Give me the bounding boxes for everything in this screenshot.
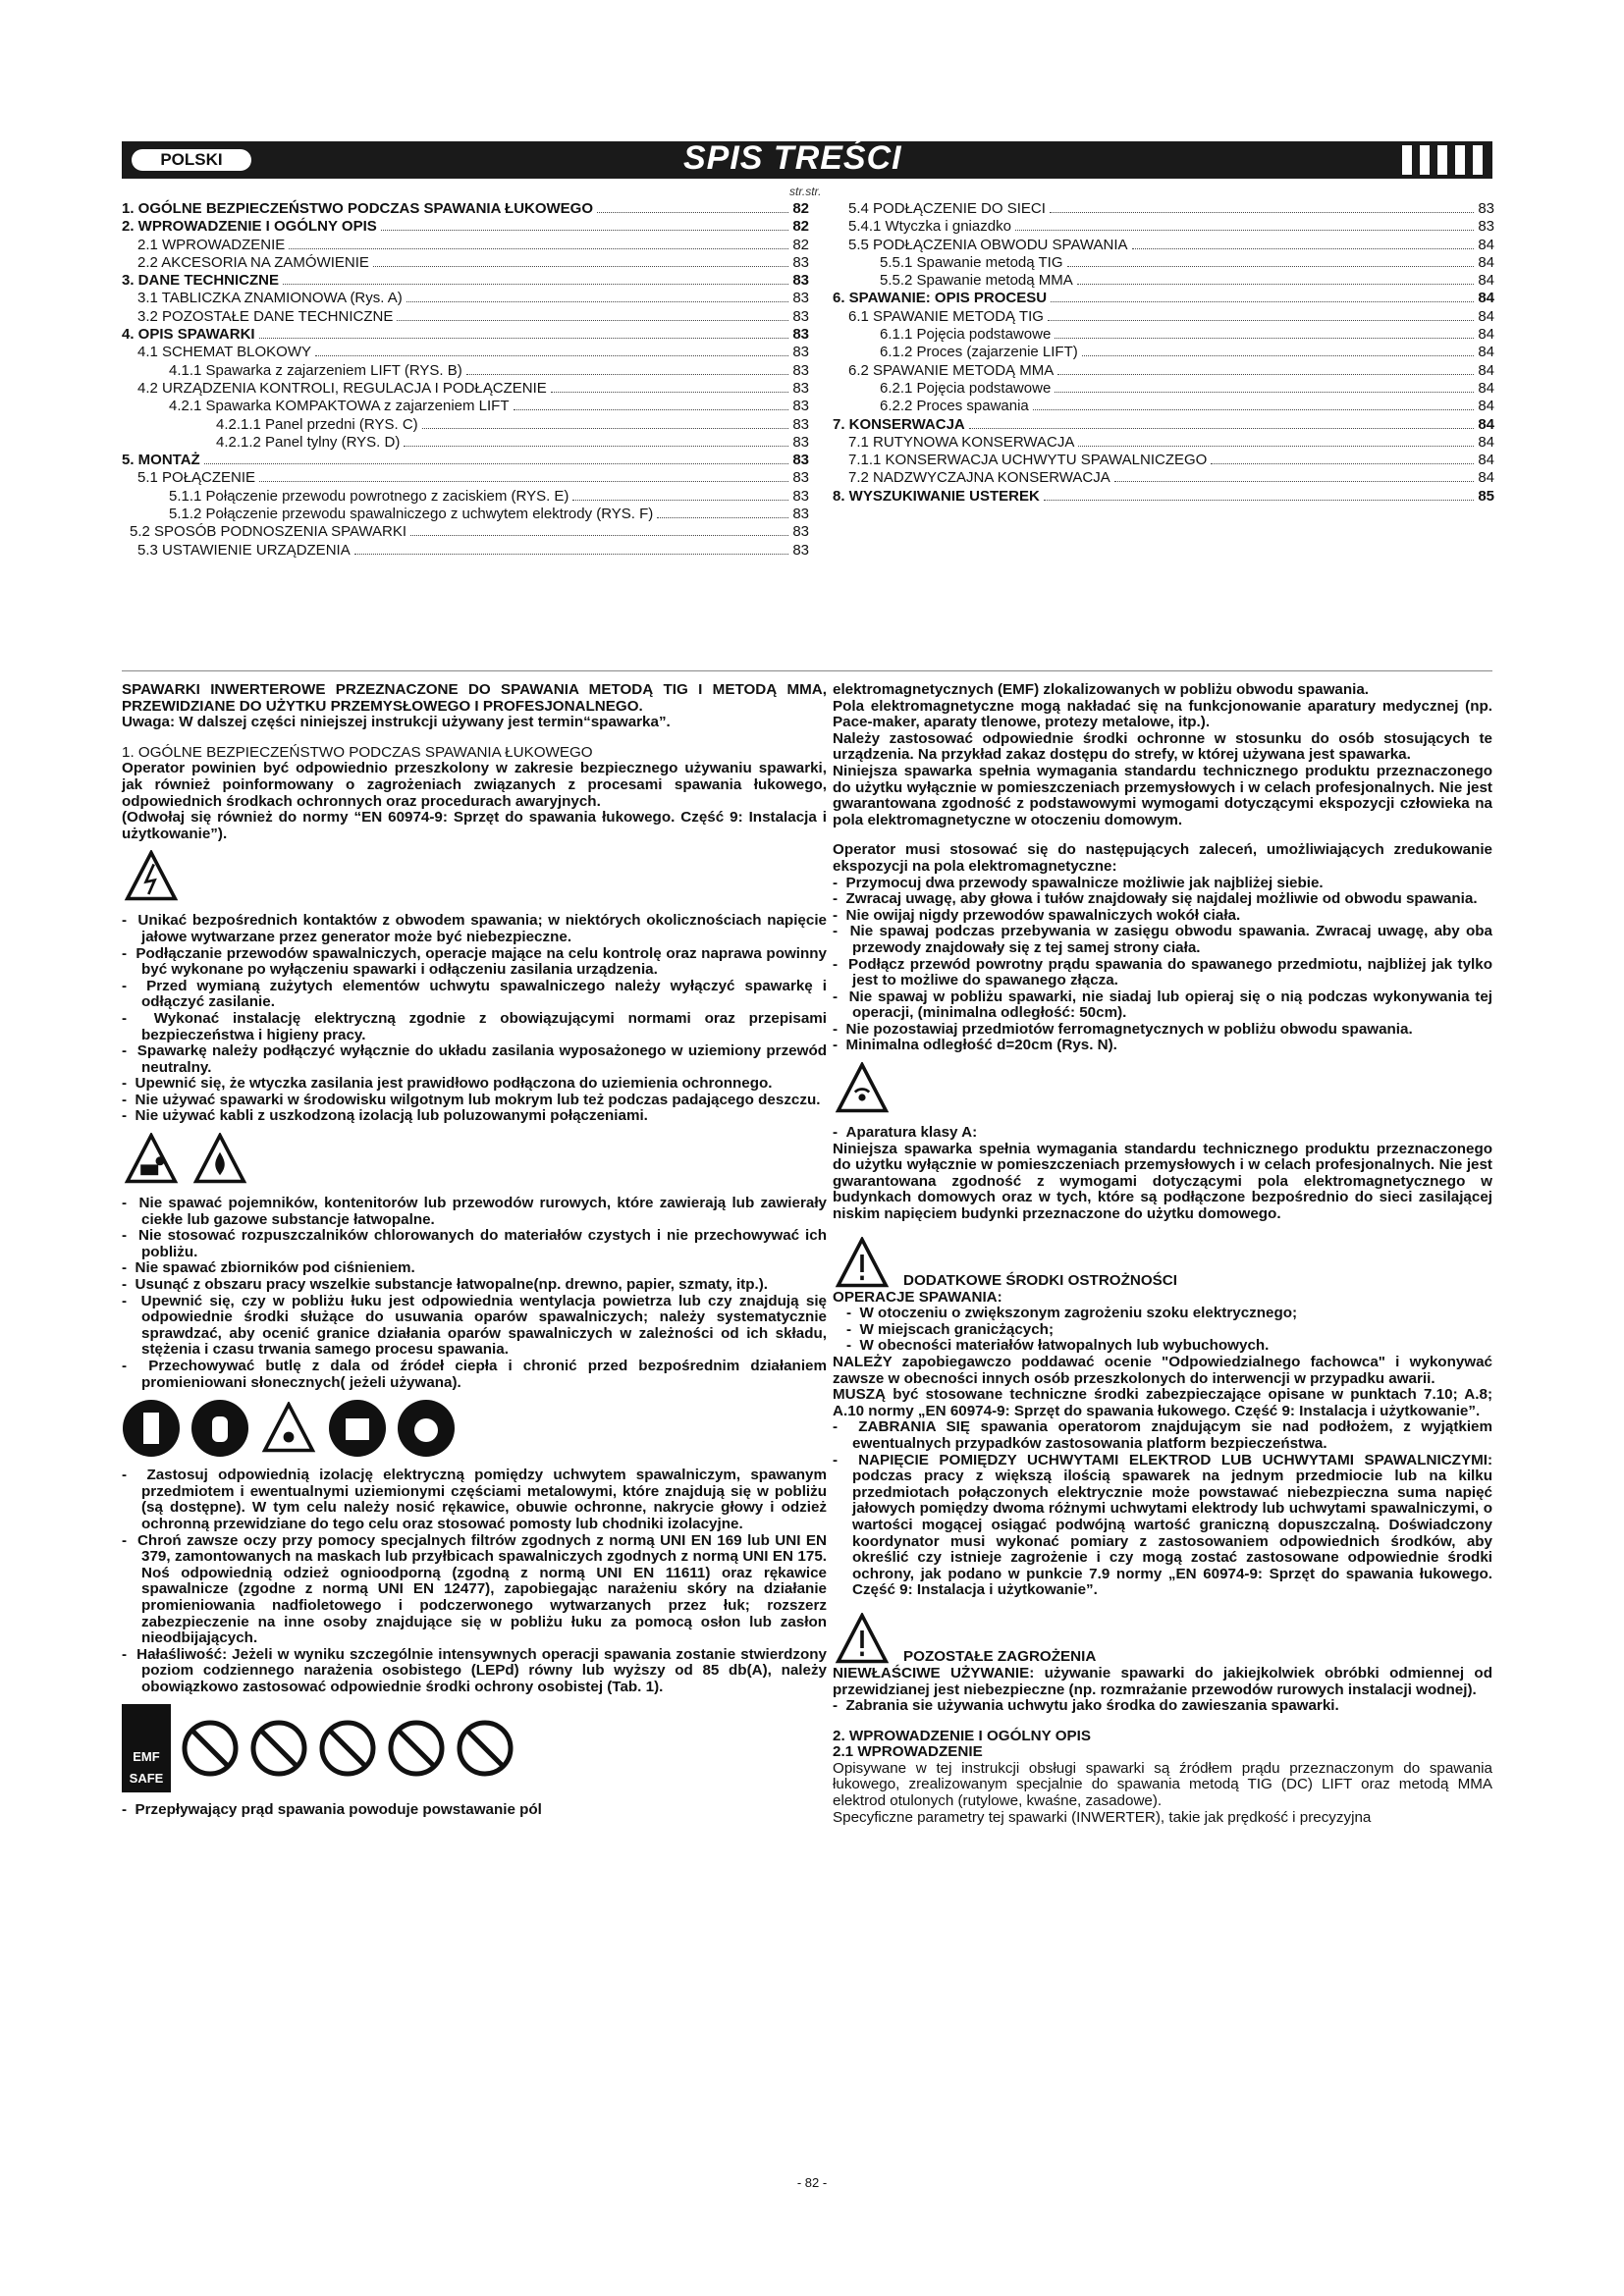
no-implant-icon <box>249 1719 308 1778</box>
toc-entry-title: 4.2 URZĄDZENIA KONTROLI, REGULACJA I PODŁĄCZENIE <box>137 379 547 397</box>
toc-leader <box>1051 301 1474 302</box>
list-item: - Nie spawaj podczas przebywania w zasięgu obwodu spawania. Zwracaj uwagę, aby oba przewody znajdowały się z tej samej strony ciała. <box>833 923 1492 956</box>
toc-page-number: 83 <box>792 487 809 505</box>
toc-entry[interactable] <box>122 326 809 344</box>
toc-entry-title: 6. SPAWANIE: OPIS PROCESU <box>833 290 1048 307</box>
explosion-warning-icon <box>122 1133 181 1186</box>
toc-page-number: 84 <box>1478 344 1494 361</box>
toc-page-number: 84 <box>1478 452 1494 469</box>
no-pacemaker-icon <box>181 1719 240 1778</box>
toc-entry[interactable] <box>833 254 1494 272</box>
list-item: - Upewnić się, że wtyczka zasilania jest prawidłowo podłączona do uziemienia ochronnego. <box>122 1075 773 1093</box>
decorative-bars <box>1402 145 1483 175</box>
toc-entry-title: 4.1.1 Spawarka z zajarzeniem LIFT (RYS. B) <box>169 361 462 379</box>
toc-entry[interactable] <box>122 290 809 307</box>
emf-safe-icon <box>122 1704 171 1792</box>
toc-leader <box>1211 463 1474 464</box>
toc-entry-title: 7. KONSERWACJA <box>833 415 965 433</box>
list-item: - Spawarkę należy podłączyć wyłącznie do układu zasilania wyposażonego w uziemiony przewód neutralny. <box>122 1042 827 1076</box>
intro-heading: SPAWARKI INWERTEROWE PRZEZNACZONE DO SPAWANIA METODĄ TIG I METODĄ MMA, PRZEWIDZIANE DO UŻYTKU PRZEMYSŁOWEGO I PROFESJONALNEGO. <box>122 681 827 715</box>
fire-warning-icon <box>190 1133 249 1186</box>
list-item: - Nie stosować rozpuszczalników chlorowanych do materiałów czystych i nie przechowywać ich pobliżu. <box>122 1227 827 1260</box>
page-column-label: str.str. <box>789 185 822 198</box>
toc-page-number: 82 <box>792 200 809 217</box>
toc-leader <box>1082 355 1475 356</box>
toc-page-number: 83 <box>792 379 809 397</box>
gloves-icon <box>190 1399 249 1458</box>
toc-entry[interactable] <box>122 380 809 398</box>
toc-entry[interactable] <box>833 488 1494 506</box>
paragraph: Opisywane w tej instrukcji obsługi spawarki są źródłem prądu przeznaczonym do spawania łukowego, zrealizowanym specjalnie do spawania metodą TIG (DC) LIFT oraz metodą MMA elektrod otulonych (rutylowe, kwaśne, zasadowe). <box>833 1759 1492 1810</box>
right-column <box>833 682 1492 1826</box>
no-electronics-icon <box>387 1719 446 1778</box>
toc-leader <box>259 481 788 482</box>
toc-entry-title: 7.1 RUTYNOWA KONSERWACJA <box>848 433 1075 451</box>
paragraph: elektromagnetycznych (EMF) zlokalizowanych w pobliżu obwodu spawania. <box>833 681 1369 698</box>
list-item: - W otoczeniu o zwiększonym zagrożeniu szoku elektrycznego; <box>846 1305 1298 1322</box>
toc-entry[interactable] <box>833 218 1494 236</box>
toc-entry-title: 5.5.1 Spawanie metodą TIG <box>880 253 1063 271</box>
toc-right <box>833 200 1494 506</box>
toc-leader <box>1132 248 1475 249</box>
toc-entry[interactable] <box>833 290 1494 307</box>
toc-entry[interactable] <box>122 218 809 236</box>
toc-leader <box>1055 338 1474 339</box>
list-item: - NAPIĘCIE POMIĘDZY UCHWYTAMI ELEKTROD LUB UCHWYTAMI SPAWALNICZYMI: podczas pracy z większą ilością spawarek na jednym przedmiocie lub na kilku przedmiotach połączonych elektrycznie może powstawać niebezpieczna suma napięć jałowych pomiędzy dwoma różnymi uchwytami elektrody lub uchwytami spawalniczymi, o wartości mogącej osiągać podwójną wartość graniczną dopuszczalną. Doświadczony koordynator musi wykonać pomiary z zastosowaniem odpowiednich środków, aby określić czy istnieje zagrożenie i czy mogą zostać zastosowane odpowiednie środki ochrony, jak podano w punkcie 7.9 normy „EN 60974-9: Sprzęt do spawania łukowego. Część 9: Instalacja i użytkowanie”. <box>833 1451 1493 1599</box>
toc-leader <box>1055 392 1474 393</box>
toc-entry-title: 5.1.1 Połączenie przewodu powrotnego z zaciskiem (RYS. E) <box>169 487 569 505</box>
toc-leader <box>1078 446 1474 447</box>
section-heading: DODATKOWE ŚRODKI OSTROŻNOŚCI <box>903 1272 1177 1290</box>
toc-entry[interactable] <box>122 362 809 380</box>
toc-entry-title: 2. WPROWADZENIE I OGÓLNY OPIS <box>122 218 377 236</box>
toc-leader <box>969 428 1475 429</box>
toc-entry[interactable] <box>833 344 1494 361</box>
warning-list <box>122 1468 827 1695</box>
list-item: - Przed wymianą zużytych elementów uchwytu spawalniczego należy wyłączyć spawarkę i odłączyć zasilanie. <box>122 977 827 1011</box>
toc-leader <box>289 248 788 249</box>
toc-page-number: 84 <box>1478 433 1494 451</box>
toc-page-number: 83 <box>1478 218 1494 236</box>
prohibition-list <box>833 1419 1492 1599</box>
toc-page-number: 84 <box>1478 236 1494 253</box>
paragraph: Niniejsza spawarka spełnia wymagania standardu technicznego produktu przeznaczonego do użytku wyłącznie w pomieszczeniach przemysłowych i w celach profesjonalnych. Nie jest gwarantowana zgodność z podstawowymi wymogami dotyczącymi ekspozycji człowieka na pola elektromagnetyczne w otoczeniu domowym. <box>833 762 1492 828</box>
toc-page-number: 83 <box>792 398 809 415</box>
toc-page-number: 84 <box>1478 326 1494 344</box>
toc-entry[interactable] <box>833 469 1494 487</box>
no-metal-objects-icon <box>318 1719 377 1778</box>
toc-page-number: 83 <box>792 290 809 307</box>
emf-label: EMF <box>133 1748 160 1764</box>
divider <box>122 670 1492 671</box>
toc-page-number: 82 <box>792 218 809 236</box>
paragraph: Należy zastosować odpowiednie środki ochronne w stosunku do osób stosujących te urządzenia. Na przykład zakaz dostępu do strefy, w której używana jest spawarka. <box>833 729 1492 764</box>
subsection-heading: 2.1 WPROWADZENIE <box>833 1743 983 1761</box>
page-title: SPIS TREŚCI <box>683 139 902 177</box>
toc-entry[interactable] <box>833 308 1494 326</box>
left-column <box>122 682 827 1818</box>
toc-page-number: 84 <box>1478 307 1494 325</box>
list-item: - Nie owijaj nigdy przewodów spawalniczych wokół ciała. <box>833 906 1241 924</box>
toc-leader <box>354 554 789 555</box>
toc-leader <box>381 230 789 231</box>
toc-page-number: 83 <box>792 541 809 559</box>
list-item: - Podłączanie przewodów spawalniczych, operacje mające na celu kontrolę oraz naprawa powinny być wykonane po wyłączeniu spawarki i odłączeniu zasilania urządzenia. <box>122 944 828 979</box>
toc-entry-title: 2.1 WPROWADZENIE <box>137 236 286 253</box>
toc-entry-title: 1. OGÓLNE BEZPIECZEŃSTWO PODCZAS SPAWANIA ŁUKOWEGO <box>122 200 594 217</box>
toc-page-number: 83 <box>792 433 809 451</box>
toc-entry-title: 6.2.1 Pojęcia podstawowe <box>880 379 1052 397</box>
toc-leader <box>283 284 788 285</box>
section-heading: 1. OGÓLNE BEZPIECZEŃSTWO PODCZAS SPAWANIA ŁUKOWEGO <box>122 743 593 761</box>
toc-entry-title: 5.1 POŁĄCZENIE <box>137 469 256 487</box>
toc-page-number: 84 <box>1478 272 1494 290</box>
caution-icon <box>833 1613 892 1666</box>
corrosive-warning-icon <box>259 1402 318 1455</box>
toc-entry[interactable] <box>833 200 1494 218</box>
list-item: - Upewnić się, czy w pobliżu łuku jest odpowiednia wentylacja powietrza lub czy znajdują się odpowiednie środki służące do usuwania oparów spawalniczych; należy systematycznie sprawdzać, aby ocenić granice działania oparów spawalniczych w zależności od ich składu, stężenia i czasu trwania samego procesu spawania. <box>122 1292 827 1359</box>
operations-list <box>833 1306 1492 1355</box>
toc-entry-title: 6.2 SPAWANIE METODĄ MMA <box>848 361 1055 379</box>
toc-page-number: 83 <box>792 253 809 271</box>
toc-leader <box>422 428 789 429</box>
toc-entry[interactable] <box>122 523 809 541</box>
toc-leader <box>1048 320 1474 321</box>
toc-page-number: 83 <box>792 361 809 379</box>
toc-page-number: 84 <box>1478 469 1494 487</box>
toc-entry-title: 3.2 POZOSTAŁE DANE TECHNICZNE <box>137 307 394 325</box>
toc-entry-title: 6.2.2 Proces spawania <box>880 398 1029 415</box>
list-item: - Usunąć z obszaru pracy wszelkie substancje łatwopalne(np. drewno, papier, szmaty, itp.). <box>122 1276 769 1294</box>
toc-entry[interactable] <box>833 272 1494 290</box>
toc-page-number: 83 <box>792 307 809 325</box>
paragraph: MUSZĄ być stosowane techniczne środki zabezpieczające opisane w punktach 7.10; A.8; A.10 normy „EN 60974-9: Sprzęt do spawania łukowego. Część 9: Instalacja i użytkowanie”. <box>833 1386 1492 1419</box>
list-item: - Chroń zawsze oczy przy pomocy specjalnych filtrów zgodnych z normą UNI EN 169 lub UNI EN 379, zamontowanych na maskach lub przyłbicach spawalniczych zgodnych z normą UNI EN 175. Noś odpowiednią odzież ognioodporną (zgodną z normą UNI EN 11611) oraz rękawice spawalnicze (zgodne z normą UNI EN 12477), zapobiegając narażeniu skóry na działanie promieniowania nadfioletowego i podczerwonego wytwarzanych przez łuk; rozszerz zabezpieczenie na inne osoby znajdujące się w pobliżu łuku za pomocą osłon lub zasłon nieodbijających. <box>122 1531 828 1647</box>
toc-entry-title: 5.2 SPOSÓB PODNOSZENIA SPAWARKI <box>130 523 407 541</box>
toc-page-number: 85 <box>1478 487 1494 505</box>
list-item: - Przepływający prąd spawania powoduje powstawanie pól <box>122 1800 542 1818</box>
toc-entry-title: 5. MONTAŻ <box>122 452 200 469</box>
toc-entry-title: 3.1 TABLICZKA ZNAMIONOWA (Rys. A) <box>137 290 403 307</box>
caution-icon <box>833 1237 892 1290</box>
toc-leader <box>1033 409 1475 410</box>
toc-entry[interactable] <box>833 237 1494 254</box>
toc-entry[interactable] <box>122 254 809 272</box>
toc-left <box>122 200 809 560</box>
toc-entry-title: 8. WYSZUKIWANIE USTEREK <box>833 487 1040 505</box>
warning-list <box>122 913 827 1125</box>
toc-page-number: 82 <box>792 236 809 253</box>
toc-entry[interactable] <box>122 200 809 218</box>
toc-entry-title: 6.1 SPAWANIE METODĄ TIG <box>848 307 1044 325</box>
list-item: - Nie używać spawarki w środowisku wilgotnym lub mokrym lub też podczas padającego deszczu. <box>122 1091 821 1108</box>
toc-entry[interactable] <box>122 398 809 415</box>
toc-entry-title: 6.1.1 Pojęcia podstawowe <box>880 326 1052 344</box>
list-item: - Zastosuj odpowiednią izolację elektryczną pomiędzy uchwytem spawalniczym, spawanym przedmiotem i ewentualnymi uziemionymi częściami metalowymi, które znajdują się w pobliżu (są dostępne). W tym celu należy nosić rękawice, obuwie ochronne, nakrycie głowy i odzież ochronną przewidziane do tego celu oraz stosować pomosty lub chodniki izolacyjne. <box>122 1467 827 1532</box>
toc-entry-title: 5.1.2 Połączenie przewodu spawalniczego z uchwytem elektrody (RYS. F) <box>169 506 654 523</box>
toc-leader <box>1057 374 1474 375</box>
toc-entry-title: 5.4 PODŁĄCZENIE DO SIECI <box>848 200 1046 217</box>
toc-leader <box>259 338 789 339</box>
toc-entry[interactable] <box>833 434 1494 452</box>
toc-entry[interactable] <box>833 326 1494 344</box>
list-item: - Nie pozostawiaj przedmiotów ferromagnetycznych w pobliżu obwodu spawania. <box>833 1020 1413 1038</box>
toc-leader <box>1067 266 1475 267</box>
no-watch-icon <box>456 1719 514 1778</box>
paragraph: (Odwołaj się również do normy “EN 60974-9: Sprzęt do spawania łukowego. Część 9: Instalacja i użytkowanie”). <box>122 809 827 842</box>
toc-entry[interactable] <box>833 362 1494 380</box>
protective-suit-icon <box>122 1399 181 1458</box>
paragraph: Operator powinien być odpowiednio przeszkolony w zakresie bezpiecznego używaniu spawarki, jak również poinformowany o zagrożeniach związanych z procesami spawania łukowego, odpowiednich środkach ochronnych oraz procedurach awaryjnych. <box>122 760 827 810</box>
toc-entry-title: 4.1 SCHEMAT BLOKOWY <box>137 344 311 361</box>
toc-page-number: 83 <box>792 523 809 541</box>
list-item: - Nie spawać pojemników, kontenitorów lub przewodów rurowych, które zawierają lub zawierały ciekłe lub gazowe substancje łatwopalne. <box>122 1195 827 1228</box>
toc-entry-title: 4.2.1.2 Panel tylny (RYS. D) <box>216 433 401 451</box>
warning-list <box>122 1196 827 1391</box>
toc-leader <box>551 392 789 393</box>
list-item: - Wykonać instalację elektryczną zgodnie z obowiązującymi normami oraz przepisami bezpieczeństwa i higieny pracy. <box>122 1009 827 1043</box>
toc-page-number: 84 <box>1478 415 1494 433</box>
toc-leader <box>373 266 788 267</box>
paragraph: Niniejsza spawarka spełnia wymagania standardu technicznego produktu przeznaczonego do użytku wyłącznie w pomieszczeniach przemysłowych i w celach profesjonalnych. Nie jest gwarantowana zgodność z wymogami dotyczącymi pola elektromagnetycznego w budynkach domowych oraz w tych, które są podłączone bezpośrednio do sieci zasilającej niskim napięciem budynki przeznaczone do użytku domowego. <box>833 1140 1492 1223</box>
toc-entry-title: 5.5.2 Spawanie metodą MMA <box>880 272 1073 290</box>
list-item: - Zwracaj uwagę, aby głowa i tułów znajdowały się najdalej możliwie od obwodu spawania. <box>833 890 1478 908</box>
toc-page-number: 83 <box>792 506 809 523</box>
toc-entry[interactable] <box>833 452 1494 469</box>
toc-entry[interactable] <box>833 416 1494 434</box>
toc-entry-title: 2.2 AKCESORIA NA ZAMÓWIENIE <box>137 253 369 271</box>
toc-entry-title: 5.5 PODŁĄCZENIA OBWODU SPAWANIA <box>848 236 1128 253</box>
intro-note: Uwaga: W dalszej części niniejszej instrukcji używany jest termin“spawarka”. <box>122 714 671 731</box>
toc-entry-title: 5.4.1 Wtyczka i gniazdko <box>848 218 1011 236</box>
toc-entry[interactable] <box>122 434 809 452</box>
list-item: - W miejscach granicżących; <box>846 1320 1055 1338</box>
toc-leader <box>1050 212 1474 213</box>
list-item: - Nie spawaj w pobliżu spawarki, nie siadaj lub opieraj się o nią podczas wykonywania tej operacji, (minimalna odległość: 50cm). <box>833 988 1493 1022</box>
toc-entry-title: 5.3 USTAWIENIE URZĄDZENIA <box>137 541 351 559</box>
list-item: - W obecności materiałów łatwopalnych lub wybuchowych. <box>846 1337 1270 1355</box>
toc-entry[interactable] <box>122 488 809 506</box>
toc-entry-title: 7.1.1 KONSERWACJA UCHWYTU SPAWALNICZEGO <box>848 452 1208 469</box>
toc-page-number: 83 <box>792 272 809 290</box>
paragraph: Pola elektromagnetyczne mogą nakładać się na funkcjonowanie aparatury medycznej (np. Pace-maker, aparaty tlenowe, protezy metalowe, itp.). <box>833 697 1492 731</box>
toc-entry-title: 4. OPIS SPAWARKI <box>122 326 255 344</box>
safe-label: SAFE <box>129 1770 164 1786</box>
toc-leader <box>597 212 788 213</box>
toc-leader <box>397 320 788 321</box>
class-a-heading: - Aparatura klasy A: <box>833 1124 978 1142</box>
face-shield-icon <box>328 1399 387 1458</box>
toc-leader <box>572 500 788 501</box>
toc-entry[interactable] <box>122 542 809 560</box>
toc-leader <box>514 409 789 410</box>
toc-page-number: 84 <box>1478 361 1494 379</box>
toc-page-number: 83 <box>1478 200 1494 217</box>
toc-leader <box>1077 284 1475 285</box>
toc-entry[interactable] <box>122 272 809 290</box>
list-item: - ZABRANIA SIĘ spawania operatorom znajdującym sie nad podłożem, z wyjątkiem ewentualnych przypadków zastosowania platform bezpieczeństwa. <box>833 1418 1493 1452</box>
toc-entry[interactable] <box>833 398 1494 415</box>
toc-entry[interactable] <box>833 380 1494 398</box>
toc-entry[interactable] <box>122 237 809 254</box>
toc-page-number: 84 <box>1478 253 1494 271</box>
toc-page-number: 83 <box>792 452 809 469</box>
toc-entry[interactable] <box>122 469 809 487</box>
section-heading: 2. WPROWADZENIE I OGÓLNY OPIS <box>833 1727 1091 1744</box>
toc-page-number: 83 <box>792 415 809 433</box>
toc-leader <box>1044 500 1474 501</box>
toc-leader <box>404 446 788 447</box>
toc-entry-title: 4.2.1.1 Panel przedni (RYS. C) <box>216 415 418 433</box>
list-item: - Nie używać kabli z uszkodzoną izolacją lub poluzowanymi połączeniami. <box>122 1107 648 1125</box>
toc-leader <box>1114 481 1475 482</box>
toc-leader <box>410 535 788 536</box>
toc-leader <box>657 517 788 518</box>
toc-page-number: 84 <box>1478 379 1494 397</box>
list-item: - Hałaśliwość: Jeżeli w wyniku szczególnie intensywnych operacji spawania zostanie stwierdzony poziom codziennego narażenia osobistego (LEPd) równy lub wyższy od 85 db(A), należy obowiązkowo zastosować odpowiednie środki ochrony osobistej (Tab. 1). <box>122 1645 827 1695</box>
toc-entry-title: 6.1.2 Proces (zajarzenie LIFT) <box>880 344 1078 361</box>
list-item: - Podłącz przewód powrotny prądu spawania do spawanego przedmiotu, najbliżej jak tylko jest to możliwe do spawanego złącza. <box>833 955 1492 989</box>
section-heading: POZOSTAŁE ZAGROŻENIA <box>903 1648 1097 1666</box>
toc-leader <box>315 355 788 356</box>
toc-page-number: 84 <box>1478 290 1494 307</box>
toc-page-number: 83 <box>792 469 809 487</box>
toc-entry[interactable] <box>122 344 809 361</box>
toc-page-number: 83 <box>792 326 809 344</box>
recommendation-list <box>833 876 1492 1055</box>
toc-leader <box>1015 230 1474 231</box>
toc-page-number: 83 <box>792 344 809 361</box>
toc-page-number: 84 <box>1478 398 1494 415</box>
emf-warning-icon <box>833 1062 892 1115</box>
subheading: OPERACJE SPAWANIA: <box>833 1288 1002 1306</box>
toc-entry[interactable] <box>122 416 809 434</box>
list-item: - Zabrania sie używania uchwytu jako środka do zawieszania spawarki. <box>833 1697 1339 1715</box>
toc-entry-title: 7.2 NADZWYCZAJNA KONSERWACJA <box>848 469 1110 487</box>
toc-leader <box>204 463 789 464</box>
toc-leader <box>406 301 789 302</box>
list-item: - Unikać bezpośrednich kontaktów z obwodem spawania; w niektórych okolicznościach napięcie jałowe wytwarzane przez generator może być niebezpieczne. <box>122 912 827 945</box>
list-item: - Nie spawać zbiorników pod ciśnieniem. <box>122 1259 415 1277</box>
list-item: - Przechowywać butlę z dala od źródeł ciepła i chronić przed bezpośrednim działaniem promieniowani słonecznych( jeżeli używana). <box>122 1358 827 1391</box>
toc-entry-title: 4.2.1 Spawarka KOMPAKTOWA z zajarzeniem LIFT <box>169 398 510 415</box>
electric-shock-warning-icon <box>122 850 181 903</box>
header-bar <box>122 141 1492 179</box>
paragraph: NIEWŁAŚCIWE UŻYWANIE: używanie spawarki do jakiejkolwiek obróbki odmiennej od przewidzianej jest niebezpieczne (np. rozmrażanie przewodów rurowych instalacji wodnej). <box>833 1664 1492 1698</box>
language-badge: POLSKI <box>132 149 251 171</box>
toc-entry[interactable] <box>122 308 809 326</box>
paragraph: NALEŻY zapobiegawczo poddawać ocenie "Odpowiedzialnego fachowca" i wykonywać zawsze w obecności innych osób przeszkolonych do interwencji w przypadku awarii. <box>833 1354 1492 1387</box>
toc-leader <box>466 374 789 375</box>
toc-entry-title: 3. DANE TECHNICZNE <box>122 272 280 290</box>
list-item: - Minimalna odległość d=20cm (Rys. N). <box>833 1037 1117 1054</box>
paragraph: Operator musi stosować się do następujących zaleceń, umożliwiających zredukowanie ekspozycji na pola elektromagnetyczne: <box>833 841 1492 875</box>
toc-entry[interactable] <box>122 452 809 469</box>
page-number: - 82 - <box>796 2175 828 2190</box>
ear-protection-icon <box>397 1399 456 1458</box>
toc-entry[interactable] <box>122 506 809 523</box>
list-item: - Przymocuj dwa przewody spawalnicze możliwie jak najbliżej siebie. <box>833 874 1324 891</box>
paragraph: Specyficzne parametry tej spawarki (INWERTER), takie jak prędkość i precyzyjna <box>833 1808 1372 1826</box>
